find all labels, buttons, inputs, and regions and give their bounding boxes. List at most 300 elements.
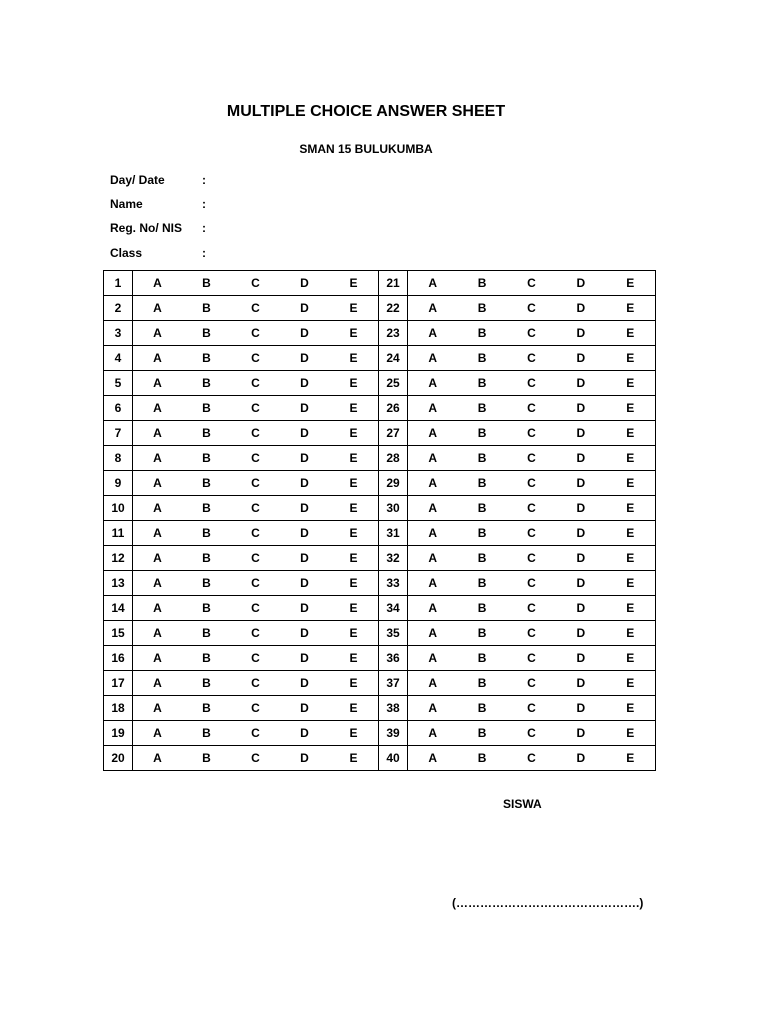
option-a[interactable]: A	[153, 726, 162, 740]
option-b[interactable]: B	[477, 626, 487, 640]
option-e[interactable]: E	[626, 651, 635, 665]
option-c[interactable]: C	[527, 601, 536, 615]
answer-row	[104, 396, 656, 421]
answer-row	[104, 746, 656, 771]
option-c[interactable]: C	[527, 326, 536, 340]
field-colon: :	[202, 197, 206, 211]
field-label: Class	[110, 246, 143, 260]
option-d[interactable]: D	[300, 751, 309, 765]
option-e[interactable]: E	[349, 651, 358, 665]
field-label: Day/ Date	[110, 173, 165, 187]
option-e[interactable]: E	[349, 751, 358, 765]
option-d[interactable]: D	[576, 751, 586, 765]
option-d[interactable]: D	[300, 401, 309, 415]
question-number: 32	[379, 546, 408, 571]
answer-options	[133, 446, 379, 471]
option-b[interactable]: B	[477, 551, 487, 565]
option-c[interactable]: C	[527, 401, 536, 415]
option-c[interactable]: C	[251, 376, 260, 390]
option-d[interactable]: D	[300, 701, 309, 715]
option-a[interactable]: A	[153, 501, 162, 515]
option-b[interactable]: B	[477, 676, 487, 690]
option-b[interactable]: B	[477, 451, 487, 465]
option-a[interactable]: A	[153, 476, 162, 490]
option-e[interactable]: E	[626, 701, 635, 715]
option-d[interactable]: D	[300, 676, 309, 690]
option-c[interactable]: C	[251, 676, 260, 690]
option-a[interactable]: A	[153, 326, 162, 340]
answer-options	[408, 721, 656, 746]
option-d[interactable]: D	[300, 426, 309, 440]
option-d[interactable]: D	[576, 451, 586, 465]
option-a[interactable]: A	[428, 476, 438, 490]
option-b[interactable]: B	[202, 551, 211, 565]
option-d[interactable]: D	[300, 451, 309, 465]
option-b[interactable]: B	[202, 626, 211, 640]
option-e[interactable]: E	[349, 451, 358, 465]
option-e[interactable]: E	[626, 751, 635, 765]
option-b[interactable]: B	[477, 401, 487, 415]
option-c[interactable]: C	[251, 476, 260, 490]
option-e[interactable]: E	[626, 601, 635, 615]
option-c[interactable]: C	[527, 451, 536, 465]
option-a[interactable]: A	[428, 726, 438, 740]
answer-row	[104, 721, 656, 746]
option-e[interactable]: E	[626, 476, 635, 490]
answer-options	[408, 446, 656, 471]
answer-row	[104, 371, 656, 396]
answer-options	[133, 646, 379, 671]
option-b[interactable]: B	[202, 476, 211, 490]
option-c[interactable]: C	[527, 276, 536, 290]
option-a[interactable]: A	[153, 451, 162, 465]
option-e[interactable]: E	[626, 576, 635, 590]
question-number: 31	[379, 521, 408, 546]
question-number: 33	[379, 571, 408, 596]
answer-options	[408, 471, 656, 496]
question-number: 24	[379, 346, 408, 371]
option-a[interactable]: A	[153, 751, 162, 765]
option-d[interactable]: D	[576, 501, 586, 515]
option-e[interactable]: E	[349, 526, 358, 540]
option-c[interactable]: C	[527, 676, 536, 690]
option-d[interactable]: D	[300, 526, 309, 540]
option-b[interactable]: B	[477, 426, 487, 440]
answer-options	[408, 346, 656, 371]
option-e[interactable]: E	[626, 376, 635, 390]
option-b[interactable]: B	[202, 301, 211, 315]
answer-options	[408, 321, 656, 346]
option-c[interactable]: C	[527, 651, 536, 665]
option-e[interactable]: E	[349, 576, 358, 590]
question-number: 9	[104, 471, 133, 496]
answer-options	[408, 571, 656, 596]
option-b[interactable]: B	[202, 351, 211, 365]
signature-label: SISWA	[503, 797, 542, 811]
answer-grid	[103, 270, 656, 771]
option-a[interactable]: A	[153, 276, 162, 290]
question-number: 27	[379, 421, 408, 446]
answer-row	[104, 671, 656, 696]
option-b[interactable]: B	[477, 651, 487, 665]
option-e[interactable]: E	[349, 726, 358, 740]
option-b[interactable]: B	[202, 751, 211, 765]
field-colon: :	[202, 221, 206, 235]
option-d[interactable]: D	[300, 351, 309, 365]
question-number: 25	[379, 371, 408, 396]
option-a[interactable]: A	[428, 601, 438, 615]
option-b[interactable]: B	[477, 326, 487, 340]
signature-line: (……………………………………….)	[452, 896, 644, 910]
option-d[interactable]: D	[576, 701, 586, 715]
option-a[interactable]: A	[428, 526, 438, 540]
answer-row	[104, 446, 656, 471]
answer-options	[408, 621, 656, 646]
option-b[interactable]: B	[202, 376, 211, 390]
option-c[interactable]: C	[527, 376, 536, 390]
option-b[interactable]: B	[477, 501, 487, 515]
option-e[interactable]: E	[349, 426, 358, 440]
option-c[interactable]: C	[251, 751, 260, 765]
option-a[interactable]: A	[428, 451, 438, 465]
option-a[interactable]: A	[153, 551, 162, 565]
option-b[interactable]: B	[202, 601, 211, 615]
option-b[interactable]: B	[202, 651, 211, 665]
option-e[interactable]: E	[626, 426, 635, 440]
field-colon: :	[202, 173, 206, 187]
option-b[interactable]: B	[202, 576, 211, 590]
question-number: 4	[104, 346, 133, 371]
answer-row	[104, 571, 656, 596]
question-number: 20	[104, 746, 133, 771]
option-a[interactable]: A	[428, 326, 438, 340]
option-e[interactable]: E	[626, 501, 635, 515]
option-a[interactable]: A	[428, 401, 438, 415]
question-number: 26	[379, 396, 408, 421]
option-a[interactable]: A	[428, 276, 438, 290]
answer-row	[104, 621, 656, 646]
option-c[interactable]: C	[251, 326, 260, 340]
answer-row	[104, 346, 656, 371]
option-c[interactable]: C	[251, 276, 260, 290]
option-d[interactable]: D	[576, 401, 586, 415]
question-number: 8	[104, 446, 133, 471]
option-c[interactable]: C	[251, 351, 260, 365]
option-d[interactable]: D	[576, 526, 586, 540]
option-c[interactable]: C	[527, 501, 536, 515]
option-e[interactable]: E	[626, 676, 635, 690]
answer-row	[104, 696, 656, 721]
option-a[interactable]: A	[153, 676, 162, 690]
option-d[interactable]: D	[576, 576, 586, 590]
option-e[interactable]: E	[349, 351, 358, 365]
option-a[interactable]: A	[428, 551, 438, 565]
question-number: 6	[104, 396, 133, 421]
option-d[interactable]: D	[576, 326, 586, 340]
option-d[interactable]: D	[576, 676, 586, 690]
question-number: 21	[379, 271, 408, 296]
option-c[interactable]: C	[251, 701, 260, 715]
option-d[interactable]: D	[300, 576, 309, 590]
answer-options	[133, 396, 379, 421]
question-number: 23	[379, 321, 408, 346]
option-a[interactable]: A	[428, 301, 438, 315]
answer-row	[104, 296, 656, 321]
question-number: 35	[379, 621, 408, 646]
answer-options	[408, 371, 656, 396]
answer-options	[408, 421, 656, 446]
option-e[interactable]: E	[349, 326, 358, 340]
option-a[interactable]: A	[428, 501, 438, 515]
option-c[interactable]: C	[251, 426, 260, 440]
answer-options	[133, 496, 379, 521]
question-number: 39	[379, 721, 408, 746]
question-number: 22	[379, 296, 408, 321]
option-c[interactable]: C	[251, 526, 260, 540]
option-c[interactable]: C	[251, 576, 260, 590]
option-c[interactable]: C	[527, 726, 536, 740]
option-a[interactable]: A	[428, 351, 438, 365]
answer-options	[133, 571, 379, 596]
answer-options	[133, 471, 379, 496]
answer-row	[104, 521, 656, 546]
option-c[interactable]: C	[527, 626, 536, 640]
answer-row	[104, 471, 656, 496]
option-d[interactable]: D	[300, 276, 309, 290]
option-d[interactable]: D	[576, 476, 586, 490]
answer-row	[104, 646, 656, 671]
option-e[interactable]: E	[349, 301, 358, 315]
option-d[interactable]: D	[576, 376, 586, 390]
question-number: 30	[379, 496, 408, 521]
option-e[interactable]: E	[349, 401, 358, 415]
option-a[interactable]: A	[428, 576, 438, 590]
answer-options	[133, 371, 379, 396]
option-c[interactable]: C	[527, 476, 536, 490]
option-d[interactable]: D	[576, 276, 586, 290]
option-b[interactable]: B	[477, 576, 487, 590]
answer-options	[408, 596, 656, 621]
question-number: 18	[104, 696, 133, 721]
option-e[interactable]: E	[349, 676, 358, 690]
option-a[interactable]: A	[153, 376, 162, 390]
question-number: 29	[379, 471, 408, 496]
question-number: 1	[104, 271, 133, 296]
option-b[interactable]: B	[202, 726, 211, 740]
answer-options	[408, 696, 656, 721]
option-c[interactable]: C	[251, 551, 260, 565]
question-number: 19	[104, 721, 133, 746]
answer-options	[408, 746, 656, 771]
option-d[interactable]: D	[576, 301, 586, 315]
option-e[interactable]: E	[626, 326, 635, 340]
question-number: 13	[104, 571, 133, 596]
option-e[interactable]: E	[626, 451, 635, 465]
option-e[interactable]: E	[626, 551, 635, 565]
question-number: 2	[104, 296, 133, 321]
option-d[interactable]: D	[300, 326, 309, 340]
answer-row	[104, 546, 656, 571]
option-e[interactable]: E	[626, 626, 635, 640]
option-b[interactable]: B	[202, 426, 211, 440]
option-b[interactable]: B	[477, 276, 487, 290]
option-c[interactable]: C	[251, 626, 260, 640]
answer-options	[133, 271, 379, 296]
option-d[interactable]: D	[300, 476, 309, 490]
option-b[interactable]: B	[202, 401, 211, 415]
question-number: 12	[104, 546, 133, 571]
answer-options	[133, 621, 379, 646]
question-number: 3	[104, 321, 133, 346]
field-colon: :	[202, 246, 206, 260]
option-a[interactable]: A	[153, 651, 162, 665]
option-b[interactable]: B	[477, 526, 487, 540]
option-a[interactable]: A	[428, 426, 438, 440]
option-e[interactable]: E	[349, 601, 358, 615]
option-e[interactable]: E	[349, 501, 358, 515]
option-b[interactable]: B	[202, 526, 211, 540]
option-d[interactable]: D	[300, 376, 309, 390]
option-d[interactable]: D	[300, 551, 309, 565]
answer-options	[408, 396, 656, 421]
option-e[interactable]: E	[349, 701, 358, 715]
question-number: 36	[379, 646, 408, 671]
option-a[interactable]: A	[153, 426, 162, 440]
option-d[interactable]: D	[300, 626, 309, 640]
option-a[interactable]: A	[428, 676, 438, 690]
answer-options	[133, 421, 379, 446]
option-c[interactable]: C	[527, 301, 536, 315]
option-b[interactable]: B	[477, 376, 487, 390]
option-e[interactable]: E	[626, 526, 635, 540]
option-b[interactable]: B	[202, 701, 211, 715]
option-c[interactable]: C	[251, 501, 260, 515]
option-b[interactable]: B	[477, 726, 487, 740]
option-e[interactable]: E	[626, 301, 635, 315]
option-e[interactable]: E	[349, 626, 358, 640]
question-number: 7	[104, 421, 133, 446]
field-label: Name	[110, 197, 143, 211]
option-d[interactable]: D	[576, 726, 586, 740]
answer-options	[133, 546, 379, 571]
option-b[interactable]: B	[477, 751, 487, 765]
option-e[interactable]: E	[626, 351, 635, 365]
option-a[interactable]: A	[153, 576, 162, 590]
option-a[interactable]: A	[153, 701, 162, 715]
answer-options	[133, 346, 379, 371]
question-number: 11	[104, 521, 133, 546]
option-e[interactable]: E	[349, 551, 358, 565]
option-d[interactable]: D	[576, 426, 586, 440]
school-name: SMAN 15 BULUKUMBA	[299, 142, 433, 156]
option-c[interactable]: C	[251, 451, 260, 465]
option-d[interactable]: D	[300, 651, 309, 665]
option-a[interactable]: A	[428, 626, 438, 640]
option-c[interactable]: C	[251, 726, 260, 740]
option-c[interactable]: C	[527, 351, 536, 365]
answer-options	[133, 596, 379, 621]
option-a[interactable]: A	[153, 626, 162, 640]
option-b[interactable]: B	[477, 301, 487, 315]
option-e[interactable]: E	[349, 376, 358, 390]
option-b[interactable]: B	[477, 476, 487, 490]
option-c[interactable]: C	[251, 651, 260, 665]
option-d[interactable]: D	[576, 651, 586, 665]
answer-options	[133, 521, 379, 546]
option-e[interactable]: E	[626, 726, 635, 740]
option-b[interactable]: B	[202, 276, 211, 290]
option-a[interactable]: A	[428, 751, 438, 765]
answer-row	[104, 271, 656, 296]
option-a[interactable]: A	[153, 401, 162, 415]
option-d[interactable]: D	[300, 501, 309, 515]
answer-row	[104, 421, 656, 446]
answer-options	[133, 721, 379, 746]
option-c[interactable]: C	[527, 701, 536, 715]
question-number: 37	[379, 671, 408, 696]
answer-options	[133, 321, 379, 346]
option-b[interactable]: B	[202, 676, 211, 690]
option-a[interactable]: A	[153, 351, 162, 365]
question-number: 10	[104, 496, 133, 521]
option-c[interactable]: C	[527, 426, 536, 440]
option-d[interactable]: D	[300, 601, 309, 615]
question-number: 34	[379, 596, 408, 621]
answer-options	[408, 271, 656, 296]
option-b[interactable]: B	[477, 601, 487, 615]
question-number: 15	[104, 621, 133, 646]
answer-options	[133, 696, 379, 721]
option-c[interactable]: C	[527, 526, 536, 540]
option-a[interactable]: A	[153, 526, 162, 540]
option-d[interactable]: D	[576, 626, 586, 640]
option-c[interactable]: C	[527, 576, 536, 590]
option-e[interactable]: E	[626, 276, 635, 290]
option-c[interactable]: C	[527, 751, 536, 765]
answer-options	[133, 746, 379, 771]
option-d[interactable]: D	[576, 601, 586, 615]
option-b[interactable]: B	[477, 351, 487, 365]
question-number: 5	[104, 371, 133, 396]
option-c[interactable]: C	[527, 551, 536, 565]
option-c[interactable]: C	[251, 401, 260, 415]
option-a[interactable]: A	[428, 701, 438, 715]
answer-options	[408, 671, 656, 696]
option-b[interactable]: B	[202, 451, 211, 465]
option-a[interactable]: A	[153, 601, 162, 615]
option-e[interactable]: E	[349, 476, 358, 490]
option-c[interactable]: C	[251, 301, 260, 315]
option-b[interactable]: B	[477, 701, 487, 715]
answer-options	[408, 296, 656, 321]
question-number: 14	[104, 596, 133, 621]
option-d[interactable]: D	[576, 551, 586, 565]
question-number: 28	[379, 446, 408, 471]
option-e[interactable]: E	[349, 276, 358, 290]
option-b[interactable]: B	[202, 501, 211, 515]
option-a[interactable]: A	[428, 651, 438, 665]
option-b[interactable]: B	[202, 326, 211, 340]
answer-options	[408, 646, 656, 671]
option-d[interactable]: D	[576, 351, 586, 365]
option-e[interactable]: E	[626, 401, 635, 415]
option-d[interactable]: D	[300, 726, 309, 740]
option-d[interactable]: D	[300, 301, 309, 315]
option-c[interactable]: C	[251, 601, 260, 615]
option-a[interactable]: A	[428, 376, 438, 390]
option-a[interactable]: A	[153, 301, 162, 315]
question-number: 16	[104, 646, 133, 671]
